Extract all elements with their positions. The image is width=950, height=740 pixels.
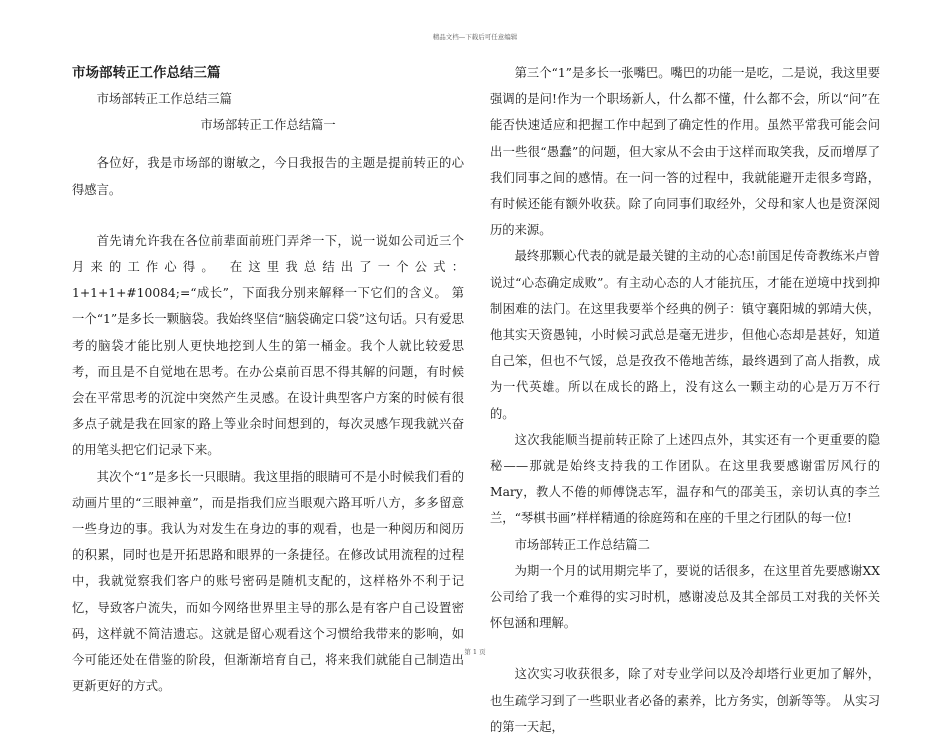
paragraph: 这次我能顺当提前转正除了上述四点外，其实还有一个更重要的隐秘——那就是始终支持我的工作团队。在这里我要感谢雷厉风行的Mary，教人不倦的师傅饶志军，温存和气的邵美玉，亲切认真的李兰兰，“琴棋书画”样样精通的徐庭筠和在座的千里之行团队的每一位! <box>490 432 880 526</box>
paragraph: 最终那颗心代表的就是最关键的主动的心态!前国足传奇教练米卢曾说过“心态确定成败”。有主动心态的人才能抗压，才能在逆境中找到抑制困难的法门。在这里我要举个经典的例子：镇守襄阳城的郭靖大侠，他其实天资愚钝，小时候习武总是毫无进步，但他心态却是甚好，知道自己笨，但也不气馁，总是孜孜不倦地苦练，最终遇到了高人指教，成为一代英雄。所以在成长的路上，没有这么一颗主动的心是万万不行的。 <box>490 249 880 421</box>
paragraph: 其次个“1”是多长一只眼睛。我这里指的眼睛可不是小时候我们看的动画片里的“三眼神童”，而是指我们应当眼观六路耳听八方，多多留意一些身边的事。我认为对发生在身边的事的观看，也是一种阅历和阅历的积累，同时也是开拓思路和眼界的一条捷径。在修改试用流程的过程中，我就觉察我们客户的账号密码是随机支配的，这样格外不利于记忆，导致客户流失，而如今网络世界里主导的那么是有客户自己设置密码，这样就不简洁遗忘。这就是留心观看这个习惯给我带来的影响，如今可能还处在借鉴的阶段，但渐渐培育自己，将来我们就能自己制造出更新更好的方式。 <box>72 469 464 694</box>
paragraph: 各位好，我是市场部的谢敏之，今日我报告的主题是提前转正的心得感言。 <box>72 156 464 197</box>
paragraph: 第三个“1”是多长一张嘴巴。嘴巴的功能一是吃，二是说，我这里要强调的是问!作为一个职场新人，什么都不懂，什么都不会，所以“问”在能否快速适应和把握工作中起到了确定性的作用。虽然平常我可能会问出一些很“愚蠢”的问题，但大家从不会由于这样而取笑我，反而增厚了我们同事之间的感情。在一问一答的过程中，我就能避开走很多弯路，有时候还能有额外收获。除了向同事们取经外，父母和家人也是资深阅历的来源。 <box>490 66 880 238</box>
left-column <box>72 60 464 699</box>
document-title: 市场部转正工作总结三篇 <box>72 65 221 81</box>
document-subtitle: 市场部转正工作总结三篇 <box>96 92 232 106</box>
page-header-note: 精品文档—下载后可任意编辑 <box>432 33 518 41</box>
right-column <box>490 60 880 740</box>
paragraph: 为期一个月的试用期完毕了，要说的话很多，在这里首先要感谢XX公司给了我一个难得的实习时机，感谢凌总及其全部员工对我的关怀关怀包涵和理解。 <box>490 563 880 631</box>
section-title-2: 市场部转正工作总结篇二 <box>514 537 650 552</box>
paragraph: 首先请允许我在各位前辈面前班门弄斧一下，说一说如公司近三个月来的工作心得。 在这里我总结出了一个公式：1+1+1+#10084;=“成长”，下面我分别来解释一下它们的含义。 第一个“1”是多长一颗脑袋。我始终坚信“脑袋确定口袋”这句话。只有爱思考的脑袋才能比别人更快地挖到人生的第一桶金。我个人就比较爱思考，而且是不自觉地在思考。在办公桌前百思不得其解的问题，有时候会在平常思考的沉淀中突然产生灵感。在设计典型客户方案的时候有很多点子就是我在回家的路上等业余时间想到的，每次灵感乍现我就兴奋的用笔头把它们记录下来。 <box>72 233 464 458</box>
section-title-1: 市场部转正工作总结篇一 <box>200 118 336 133</box>
paragraph: 这次实习收获很多，除了对专业学问以及冷却塔行业更加了解外，也生疏学习到了一些职业者必备的素养，比方务实，创新等等。 从实习的第一天起， <box>490 667 880 734</box>
page-number: 第 1 页 <box>464 648 486 656</box>
